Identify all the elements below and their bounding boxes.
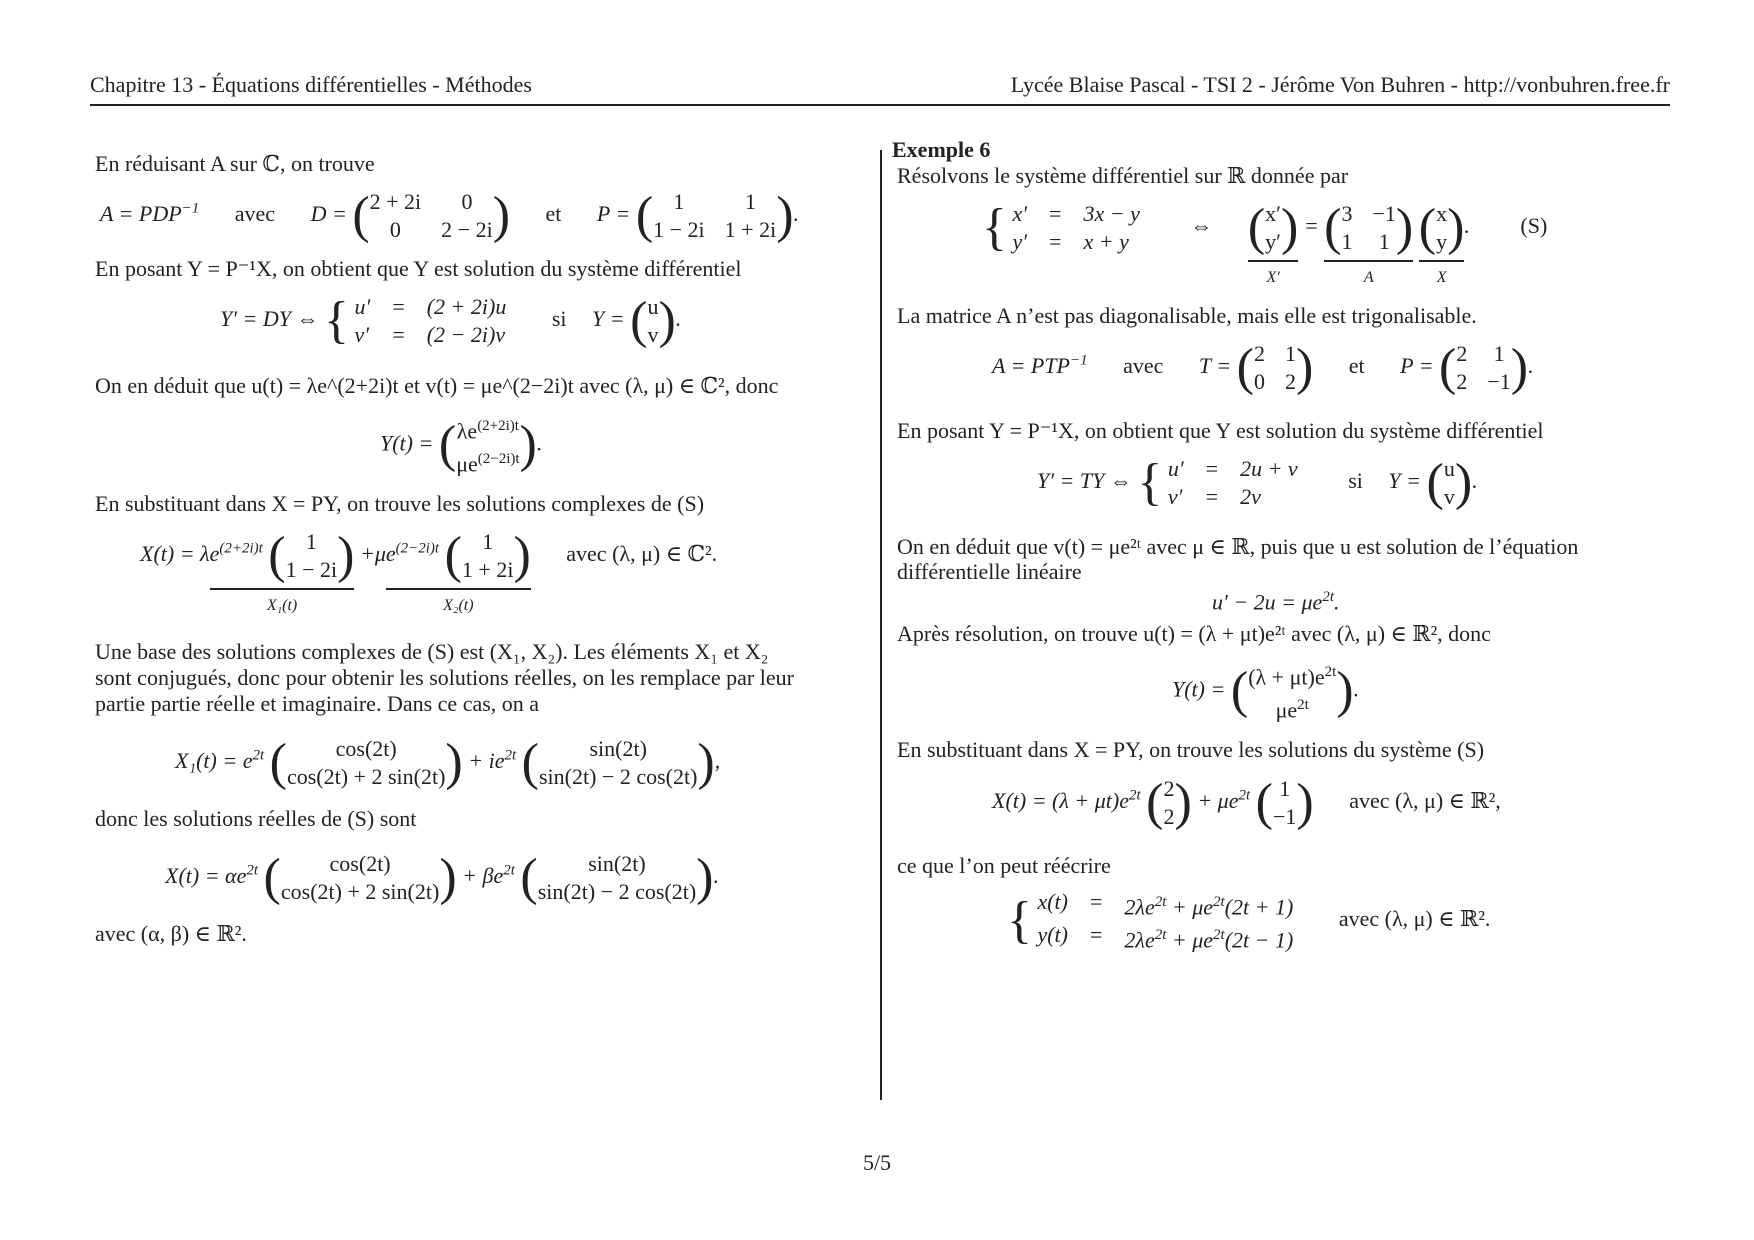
example-title: Exemple 6	[892, 137, 991, 162]
right-p1: Résolvons le système différentiel sur ℝ donnée par	[897, 163, 1349, 188]
left-p5-line3: partie partie réelle et imaginaire. Dans ce cas, on a	[95, 691, 540, 716]
left-p5-line1: Une base des solutions complexes de (S) est (X₁, X₂). Les éléments X₁ et X₂	[95, 639, 769, 664]
right-eq-et: et	[1348, 353, 1365, 379]
right-p5: Après résolution, on trouve u(t) = (λ + μt)e²ᵗ avec (λ, μ) ∈ ℝ², donc	[897, 621, 1491, 646]
left-eq-si: si	[551, 306, 567, 332]
left-eq-apdp: $A = PDP^{-1}$ avec D = ( 2 + 2i 0 0 2 − 2i ) et P = ( 1 1 1 − 2i 1 + 2i ).	[100, 187, 800, 244]
right-p4-line1: On en déduit que v(t) = μe²ᵗ avec μ ∈ ℝ, puis que u est solution de l’équation	[897, 534, 1579, 559]
left-p4: En substituant dans X = PY, on trouve les solutions complexes de (S)	[95, 491, 705, 516]
right-p6: En substituant dans X = PY, on trouve les solutions du système (S)	[897, 737, 1485, 762]
right-eq-system-t: Y′ = TY ⇔ { u′ = 2u + v v′ = 2v si Y = ( u v ).	[1037, 454, 1478, 511]
header-chapter: Chapitre 13 - Équations différentielles - Méthodes	[90, 72, 532, 97]
right-eq-xt: $X(t) = (\lambda + \mu t)e^{2t}$ ( 2 2 ) + $\mu e^{2t}$ ( 1 −1 ) avec (λ, μ) ∈ ℝ²,	[992, 774, 1501, 831]
right-eq-system-s: { x′ = 3x − y y′ = x + y ⇔ ( x′ y′ ) X′ = ( 3 −1 1 1 ) A ( x y ) X . (S)	[982, 199, 1548, 286]
column-divider	[880, 150, 882, 1100]
left-eq-yt: Y(t) = ( $\lambda e^{(2+2i)t}$ $\mu e^{(2-2i)t}$ ).	[380, 416, 543, 477]
left-p6: donc les solutions réelles de (S) sont	[95, 806, 417, 831]
left-p2: En posant Y = P⁻¹X, on obtient que Y est solution du système différentiel	[95, 256, 742, 281]
right-eq-si: si	[1348, 468, 1363, 494]
left-p7: avec (α, β) ∈ ℝ².	[95, 921, 247, 946]
left-eq-x1t: $X_1(t) = e^{2t}$ ( cos(2t) cos(2t) + 2 sin(2t) ) + $ie^{2t}$ ( sin(2t) sin(2t) − 2 cos(2t) ),	[175, 734, 721, 791]
left-eq-avec-c2: avec (λ, μ) ∈ ℂ².	[566, 541, 718, 567]
page-header	[90, 70, 1670, 106]
right-p3: En posant Y = P⁻¹X, on obtient que Y est solution du système différentiel	[897, 418, 1544, 443]
right-p7: ce que l’on peut réécrire	[897, 853, 1111, 878]
right-eq-u-linear: $u' - 2u = \mu e^{2t}$.	[1212, 589, 1340, 615]
right-eq-avec: avec	[1123, 353, 1164, 379]
header-author: Lycée Blaise Pascal - TSI 2 - Jérôme Von Buhren - http://vonbuhren.free.fr	[1010, 72, 1670, 97]
right-p4-line2: différentielle linéaire	[897, 559, 1082, 584]
right-eq-yt: Y(t) = ( $(\lambda + \mu t)e^{2t}$ $\mu e^{2t}$ ).	[1172, 662, 1360, 723]
left-p3: On en déduit que u(t) = λe^(2+2i)t et v(t) = μe^(2−2i)t avec (λ, μ) ∈ ℂ², donc	[95, 373, 779, 398]
left-eq-avec: avec	[234, 201, 276, 227]
left-eq-system: Y′ = DY ⇔ { u′ = (2 + 2i)u v′ = (2 − 2i)v si Y = ( u v ).	[220, 292, 682, 349]
left-eq-real-solutions: $X(t) = \alpha e^{2t}$ ( cos(2t) cos(2t) + 2 sin(2t) ) + $\beta e^{2t}$ ( sin(2t) sin(2t) − 2 cos(2t) ).	[165, 849, 719, 906]
right-eq-final: { x(t) = $2\lambda e^{2t} + \mu e^{2t}(2t + 1)$ y(t) = $2\lambda e^{2t} + \mu e^{2t}(2t - 1)$ avec (λ, μ) ∈ ℝ².	[1007, 889, 1491, 953]
right-eq-ptp: $A = PTP^{-1}$ avec T = ( 2 1 0 2 ) et P = ( 2 1 2 −1 ).	[992, 339, 1534, 396]
right-p2: La matrice A n’est pas diagonalisable, mais elle est trigonalisable.	[897, 303, 1477, 328]
left-eq-et: et	[545, 201, 562, 227]
left-p1: En réduisant A sur ℂ, on trouve	[95, 151, 375, 176]
page-number: 5/5	[862, 1150, 892, 1175]
right-eq-avec-r2: avec (λ, μ) ∈ ℝ²,	[1349, 788, 1501, 814]
system-tag: (S)	[1520, 213, 1548, 239]
left-p5-line2: sont conjugués, donc pour obtenir les solutions réelles, on les remplace par leur	[95, 665, 794, 690]
left-eq-xt-complex: $X(t) = \lambda e^{(2+2i)t}$ ( 1 1 − 2i ) X₁(t) $+\mu e^{(2-2i)t}$ ( 1 1 + 2i ) X₂(t) avec (λ, μ) ∈ ℂ².	[140, 527, 718, 614]
right-eq-avec-final: avec (λ, μ) ∈ ℝ².	[1338, 906, 1491, 932]
